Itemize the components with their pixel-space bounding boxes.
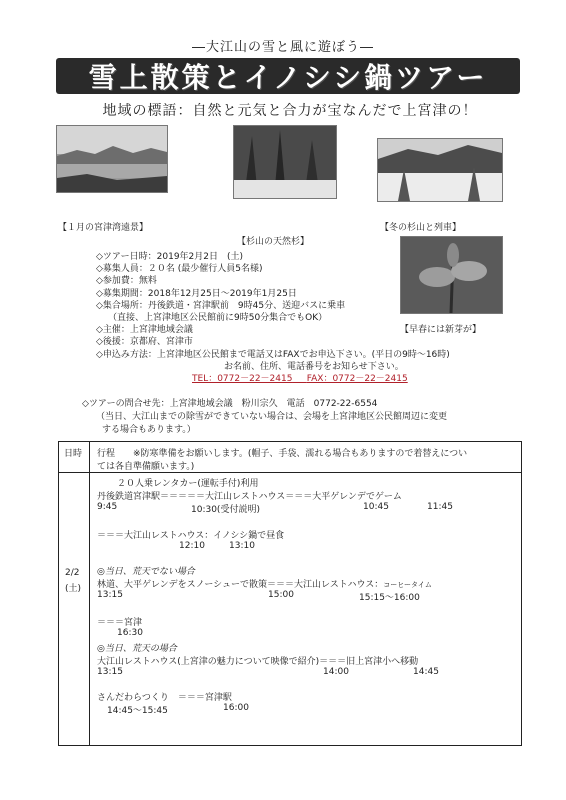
time-t5a: 13:15: [97, 667, 123, 677]
info-support: ◇後援：京都府、宮津市: [96, 337, 193, 348]
row-to-slope: 丹後鉄道宮津駅＝＝＝＝＝大江山レストハウス＝＝＝大平ゲレンデでゲーム: [97, 492, 402, 502]
row-rental-car: ２０人乗レンタカー(運転手付)利用: [117, 479, 259, 489]
time-t1d: 11:45: [427, 502, 453, 512]
schedule-table: [58, 441, 522, 746]
time-t3b: 15:00: [268, 590, 294, 600]
info-date: ◇ツアー日時：2019年2月2日 (土): [96, 252, 244, 262]
col-header-date: 日時: [64, 449, 83, 459]
time-t6b: 16:00: [223, 703, 249, 713]
info-capacity: ◇募集人員：２０名 (最少催行人員5名様): [96, 264, 263, 275]
time-t5b: 14:00: [323, 667, 349, 677]
header-note-line-2: ては各自準備願います。): [97, 462, 195, 472]
info-tel: TEL：0772－22－2415: [192, 373, 293, 384]
time-t1c: 10:45: [363, 502, 389, 512]
header-note-line-1: ※防寒準備をお願いします。(帽子、手袋、濡れる場合もありますので着替えについ: [133, 449, 468, 459]
info-fax: FAX：0772－22－2415: [306, 373, 408, 384]
tour-info: [96, 251, 450, 385]
caption-spring-buds: 【早春には新芽が】: [400, 325, 482, 335]
time-t4a: 16:30: [117, 628, 143, 638]
caption-bay: 【１月の宮津湾遠景】: [58, 223, 149, 233]
row-snowshoe: [97, 577, 432, 590]
table-divider-horizontal: [59, 472, 521, 473]
time-t2b: 13:10: [229, 541, 255, 551]
info-period: ◇募集期間：2018年12月25日～2019年1月25日: [96, 288, 297, 299]
row-fair-weather-heading: ◎当日、荒天でない場合: [97, 567, 195, 577]
schedule-date: 2/2: [65, 568, 80, 578]
row-snowshoe-coffee: コーヒータイム: [383, 581, 432, 589]
time-t1a: 9:45: [97, 502, 118, 512]
row-video: 大江山レストハウス(上宮津の魅力について映像で紹介)＝＝＝旧上宮津小へ移動: [97, 657, 419, 667]
info-meeting-note: （直接、上宮津地区公民館前に9時50分集合でもOK）: [108, 312, 328, 323]
table-divider-vertical: [89, 442, 90, 745]
info-phone-fax: [96, 373, 450, 385]
cancel-note-line-1: （当日、大江山までの除雪ができていない場合は、会場を上宮津地区公民館周辺に変更: [96, 412, 448, 422]
schedule-weekday: (土): [65, 584, 82, 594]
time-t5c: 14:45: [413, 667, 439, 677]
time-t3a: 13:15: [97, 590, 123, 600]
col-header-itinerary: 行程: [97, 449, 116, 459]
time-t1b: 10:30(受付説明): [191, 505, 260, 515]
photo-winter-train: [377, 138, 503, 202]
photo-bay: [56, 125, 168, 193]
row-snowshoe-route: 林道、大平ゲレンデをスノーシューで散策＝＝＝大江山レストハウス：: [97, 580, 384, 590]
info-fee: ◇参加費：無料: [96, 276, 157, 287]
caption-winter-train: 【冬の杉山と列車】: [380, 223, 462, 233]
row-straw-craft: さんだわらつくり ＝＝＝宮津駅: [97, 693, 232, 703]
time-t6a: 14:45～15:45: [107, 706, 168, 716]
title-band: [56, 58, 520, 94]
cancel-note-line-2: する場合もあります。）: [102, 425, 196, 435]
info-cancel-note: [96, 411, 536, 437]
subtitle: ―大江山の雪と風に遊ぼう―: [191, 40, 374, 55]
row-return-miyazu: ＝＝＝宮津: [97, 618, 143, 628]
caption-cedar: 【杉山の天然杉】: [237, 237, 310, 247]
row-bad-weather-heading: ◎当日、荒天の場合: [97, 644, 177, 654]
row-lunch: ＝＝＝大江山レストハウス：イノシシ鍋で昼食: [97, 531, 285, 541]
info-apply: ◇申込み方法：上宮津地区公民館まで電話又はFAXでお申込下さい。(平日の9時～16時): [96, 349, 450, 360]
info-apply-note: お名前、住所、電話番号をお知らせ下さい。: [224, 361, 404, 372]
info-organizer: ◇主催：上宮津地域会議: [96, 325, 193, 336]
photo-cedar: [233, 125, 337, 199]
page-title: 雪上散策とイノシシ鍋ツアー: [88, 61, 488, 94]
info-contact: ◇ツアーの問合せ先：上宮津地域会議 粉川宗久 電話 0772-22-6554: [82, 399, 378, 409]
info-meeting: ◇集合場所：丹後鉄道・宮津駅前 9時45分、送迎バスに乗車: [96, 300, 346, 311]
time-t2a: 12:10: [179, 541, 205, 551]
tagline: 地域の標語：自然と元気と合力が宝なんだで上宮津の！: [102, 103, 478, 119]
time-t3c: 15:15～16:00: [359, 593, 420, 603]
